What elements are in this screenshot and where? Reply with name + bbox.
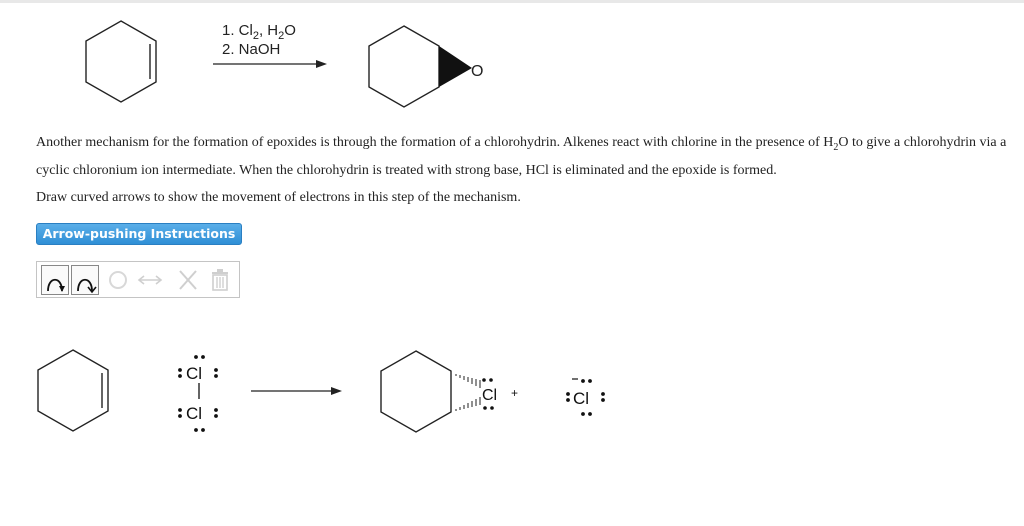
double-barb-arrow-icon xyxy=(42,266,68,294)
double-barb-arrow-tool[interactable] xyxy=(41,265,69,295)
drawing-toolbar xyxy=(36,261,240,298)
chloride-ion xyxy=(566,379,605,416)
epoxide-oxygen: O xyxy=(471,63,484,80)
chlorine-atom-bottom: Cl xyxy=(186,404,203,423)
cyclohexene-reactant xyxy=(38,350,108,431)
arrow-pushing-instructions-button[interactable]: Arrow-pushing Instructions xyxy=(36,223,242,245)
chloronium-ring xyxy=(381,351,451,432)
single-barb-arrow-icon xyxy=(72,266,98,294)
epoxide-structure xyxy=(369,26,439,107)
chloronium-cl: Cl xyxy=(482,387,498,404)
ring-icon xyxy=(105,265,131,293)
clear-tool[interactable] xyxy=(207,265,235,295)
reaction-arrow xyxy=(213,60,327,68)
description-paragraph: Another mechanism for the formation of epoxides is through the formation of a chlorohydrin. Alkenes react with chlorine in the presence of $H_2O$ to give a chlorohydrin via a cyclic chloronium ion intermediate. When the chlorohydrin is treated with strong base, HCl is eliminated and the epoxide is formed. xyxy=(36,135,1007,178)
ring-tool[interactable] xyxy=(105,265,133,295)
reagent-line-1: 1. $Cl_2$, $H_2O$ xyxy=(222,22,296,42)
reaction-scheme xyxy=(0,0,1024,125)
mechanism-arrow xyxy=(251,387,342,395)
hashed-bonds xyxy=(456,374,480,411)
mechanism-canvas[interactable] xyxy=(0,330,1024,526)
reagent-line-2: 2. NaOH xyxy=(222,41,281,58)
epoxide-wedge xyxy=(439,46,472,87)
positive-charge: + xyxy=(511,386,519,400)
resonance-arrow-icon xyxy=(135,265,165,293)
chloride-cl: Cl xyxy=(573,389,590,408)
delete-icon xyxy=(175,265,201,293)
resonance-arrow-tool[interactable] xyxy=(135,265,163,295)
chlorine-molecule xyxy=(178,355,218,432)
chlorine-atom-top: Cl xyxy=(186,364,203,383)
delete-tool[interactable] xyxy=(175,265,203,295)
single-barb-arrow-tool[interactable] xyxy=(71,265,99,295)
instruction-text: Draw curved arrows to show the movement of electrons in this step of the mechanism. xyxy=(36,190,521,205)
trash-icon xyxy=(207,265,233,293)
cyclohexene-structure xyxy=(86,21,156,102)
